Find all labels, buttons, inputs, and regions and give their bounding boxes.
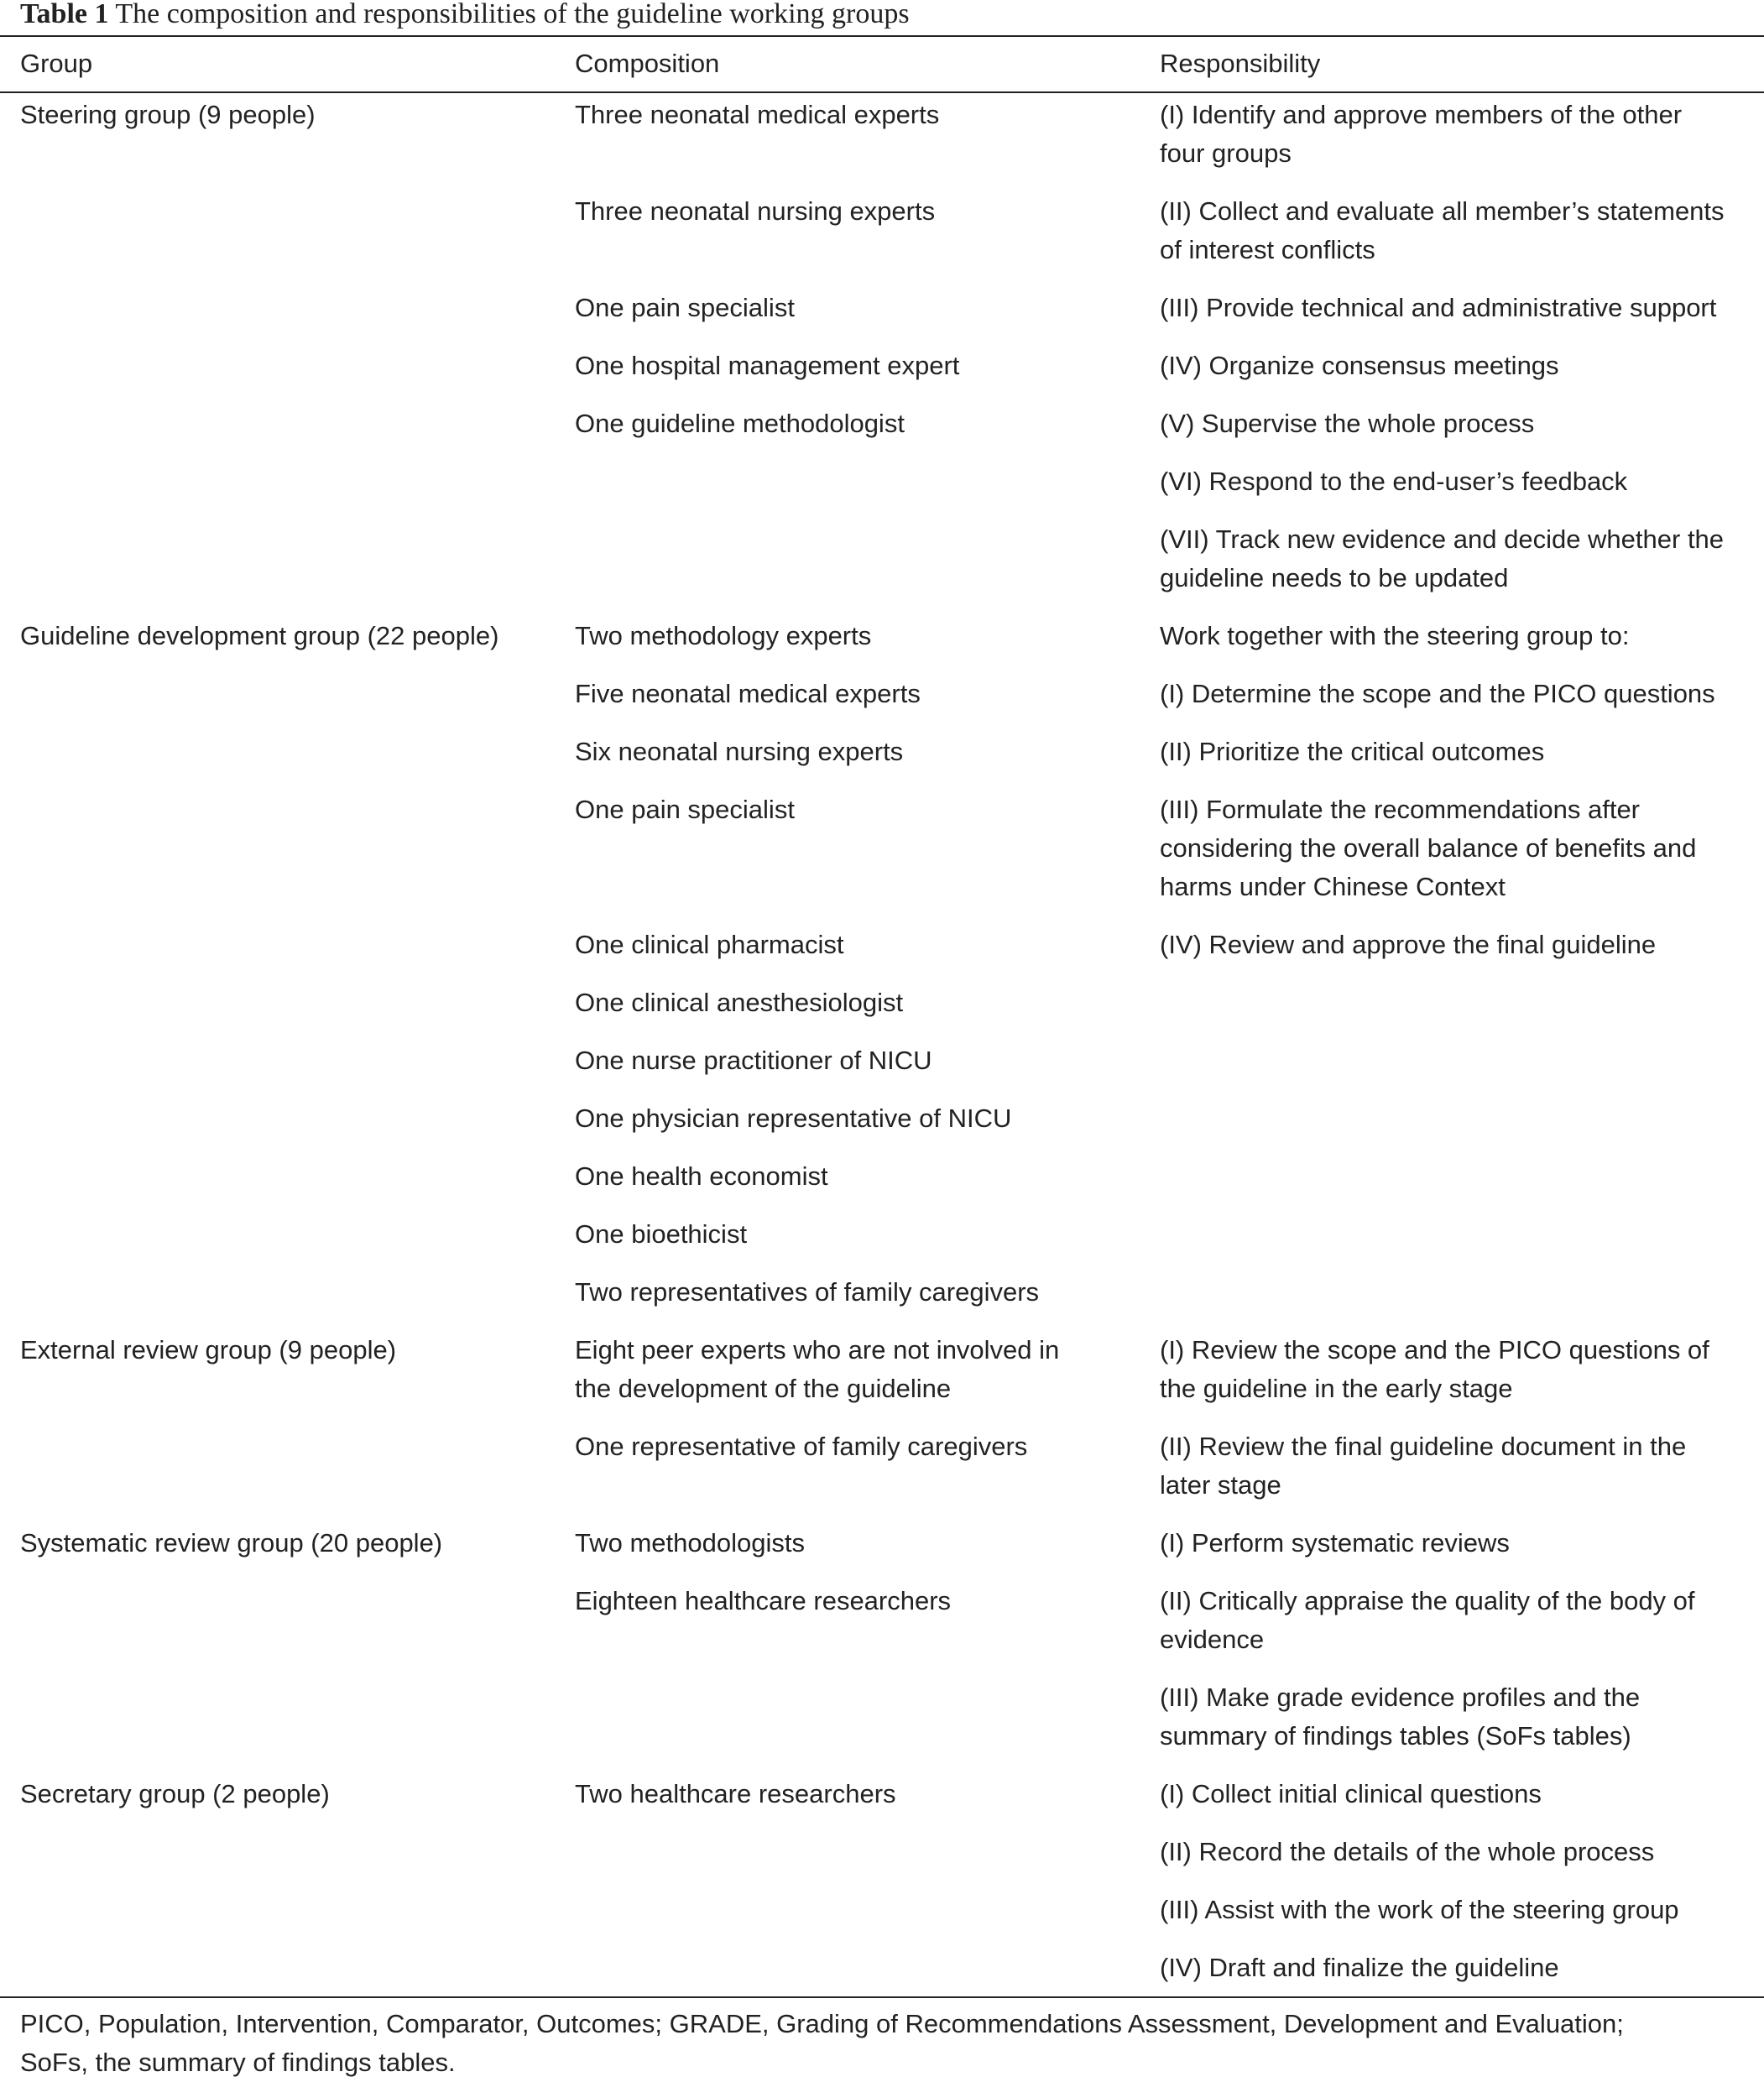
- cell-responsibility: four groups: [1160, 138, 1292, 168]
- cell-composition: Eighteen healthcare researchers: [575, 1586, 952, 1615]
- table-caption: [20, 0, 910, 34]
- cell-responsibility: (I) Determine the scope and the PICO questions: [1160, 679, 1715, 708]
- cell-composition: Five neonatal medical experts: [575, 679, 921, 708]
- cell-composition: Two methodologists: [575, 1528, 805, 1558]
- cell-group: Secretary group (2 people): [20, 1779, 330, 1808]
- cell-responsibility: harms under Chinese Context: [1160, 872, 1506, 901]
- header-responsibility: Responsibility: [1160, 49, 1321, 78]
- cell-responsibility: summary of findings tables (SoFs tables): [1160, 1721, 1631, 1751]
- cell-responsibility: (I) Collect initial clinical questions: [1160, 1779, 1542, 1808]
- cell-responsibility: Work together with the steering group to:: [1160, 621, 1630, 650]
- cell-composition: Six neonatal nursing experts: [575, 737, 904, 766]
- cell-composition: One hospital management expert: [575, 351, 960, 380]
- cell-composition: One representative of family caregivers: [575, 1432, 1028, 1461]
- cell-group: Steering group (9 people): [20, 100, 316, 129]
- cell-composition: One health economist: [575, 1161, 828, 1191]
- footnote-line: PICO, Population, Intervention, Comparator, Outcomes; GRADE, Grading of Recommendations Assessment, Development and Evaluation;: [20, 2009, 1624, 2038]
- cell-responsibility: (IV) Review and approve the final guideline: [1160, 930, 1657, 959]
- cell-responsibility: (V) Supervise the whole process: [1160, 409, 1535, 438]
- cell-responsibility: evidence: [1160, 1625, 1265, 1654]
- cell-responsibility: (II) Critically appraise the quality of the body of: [1160, 1586, 1695, 1615]
- cell-responsibility: (I) Identify and approve members of the other: [1160, 100, 1683, 129]
- cell-responsibility: the guideline in the early stage: [1160, 1374, 1513, 1403]
- cell-responsibility: guideline needs to be updated: [1160, 563, 1509, 592]
- cell-composition: Three neonatal nursing experts: [575, 196, 936, 226]
- cell-composition: One clinical pharmacist: [575, 930, 844, 959]
- header-rule: [0, 91, 1764, 93]
- cell-composition: One pain specialist: [575, 293, 795, 322]
- cell-composition: One physician representative of NICU: [575, 1104, 1012, 1133]
- cell-group: Guideline development group (22 people): [20, 621, 499, 650]
- cell-responsibility: (III) Provide technical and administrative support: [1160, 293, 1717, 322]
- cell-responsibility: (IV) Draft and finalize the guideline: [1160, 1953, 1559, 1982]
- cell-responsibility: considering the overall balance of benefits and: [1160, 833, 1697, 863]
- bottom-rule: [0, 1996, 1764, 1998]
- table-label: Table 1: [20, 0, 109, 29]
- header-group: Group: [20, 49, 93, 78]
- cell-responsibility: of interest conflicts: [1160, 235, 1375, 264]
- cell-composition: One pain specialist: [575, 795, 795, 824]
- cell-responsibility: later stage: [1160, 1470, 1281, 1500]
- cell-composition: Eight peer experts who are not involved in: [575, 1335, 1060, 1365]
- table-title: The composition and responsibilities of the guideline working groups: [115, 0, 910, 29]
- cell-responsibility: (I) Perform systematic reviews: [1160, 1528, 1510, 1558]
- cell-composition: Three neonatal medical experts: [575, 100, 940, 129]
- cell-responsibility: (I) Review the scope and the PICO questions of: [1160, 1335, 1709, 1365]
- cell-composition: Two healthcare researchers: [575, 1779, 896, 1808]
- cell-composition: the development of the guideline: [575, 1374, 952, 1403]
- cell-responsibility: (III) Assist with the work of the steering group: [1160, 1895, 1679, 1924]
- cell-responsibility: (IV) Organize consensus meetings: [1160, 351, 1559, 380]
- cell-responsibility: (II) Prioritize the critical outcomes: [1160, 737, 1545, 766]
- cell-composition: One bioethicist: [575, 1219, 748, 1249]
- cell-composition: One guideline methodologist: [575, 409, 905, 438]
- cell-responsibility: (II) Record the details of the whole process: [1160, 1837, 1655, 1866]
- cell-composition: Two representatives of family caregivers: [575, 1277, 1040, 1307]
- top-rule: [0, 35, 1764, 37]
- cell-responsibility: (II) Review the final guideline document in the: [1160, 1432, 1687, 1461]
- cell-group: External review group (9 people): [20, 1335, 397, 1365]
- cell-composition: Two methodology experts: [575, 621, 872, 650]
- cell-group: Systematic review group (20 people): [20, 1528, 443, 1558]
- cell-responsibility: (VII) Track new evidence and decide whether the: [1160, 524, 1725, 554]
- cell-responsibility: (III) Make grade evidence profiles and the: [1160, 1683, 1641, 1712]
- cell-responsibility: (III) Formulate the recommendations after: [1160, 795, 1641, 824]
- cell-composition: One clinical anesthesiologist: [575, 988, 904, 1017]
- table-footnote: [20, 2005, 1749, 2082]
- cell-composition: One nurse practitioner of NICU: [575, 1046, 932, 1075]
- cell-responsibility: (VI) Respond to the end-user’s feedback: [1160, 467, 1628, 496]
- cell-responsibility: (II) Collect and evaluate all member’s statements: [1160, 196, 1725, 226]
- header-composition: Composition: [575, 49, 720, 78]
- footnote-line: SoFs, the summary of findings tables.: [20, 2048, 456, 2077]
